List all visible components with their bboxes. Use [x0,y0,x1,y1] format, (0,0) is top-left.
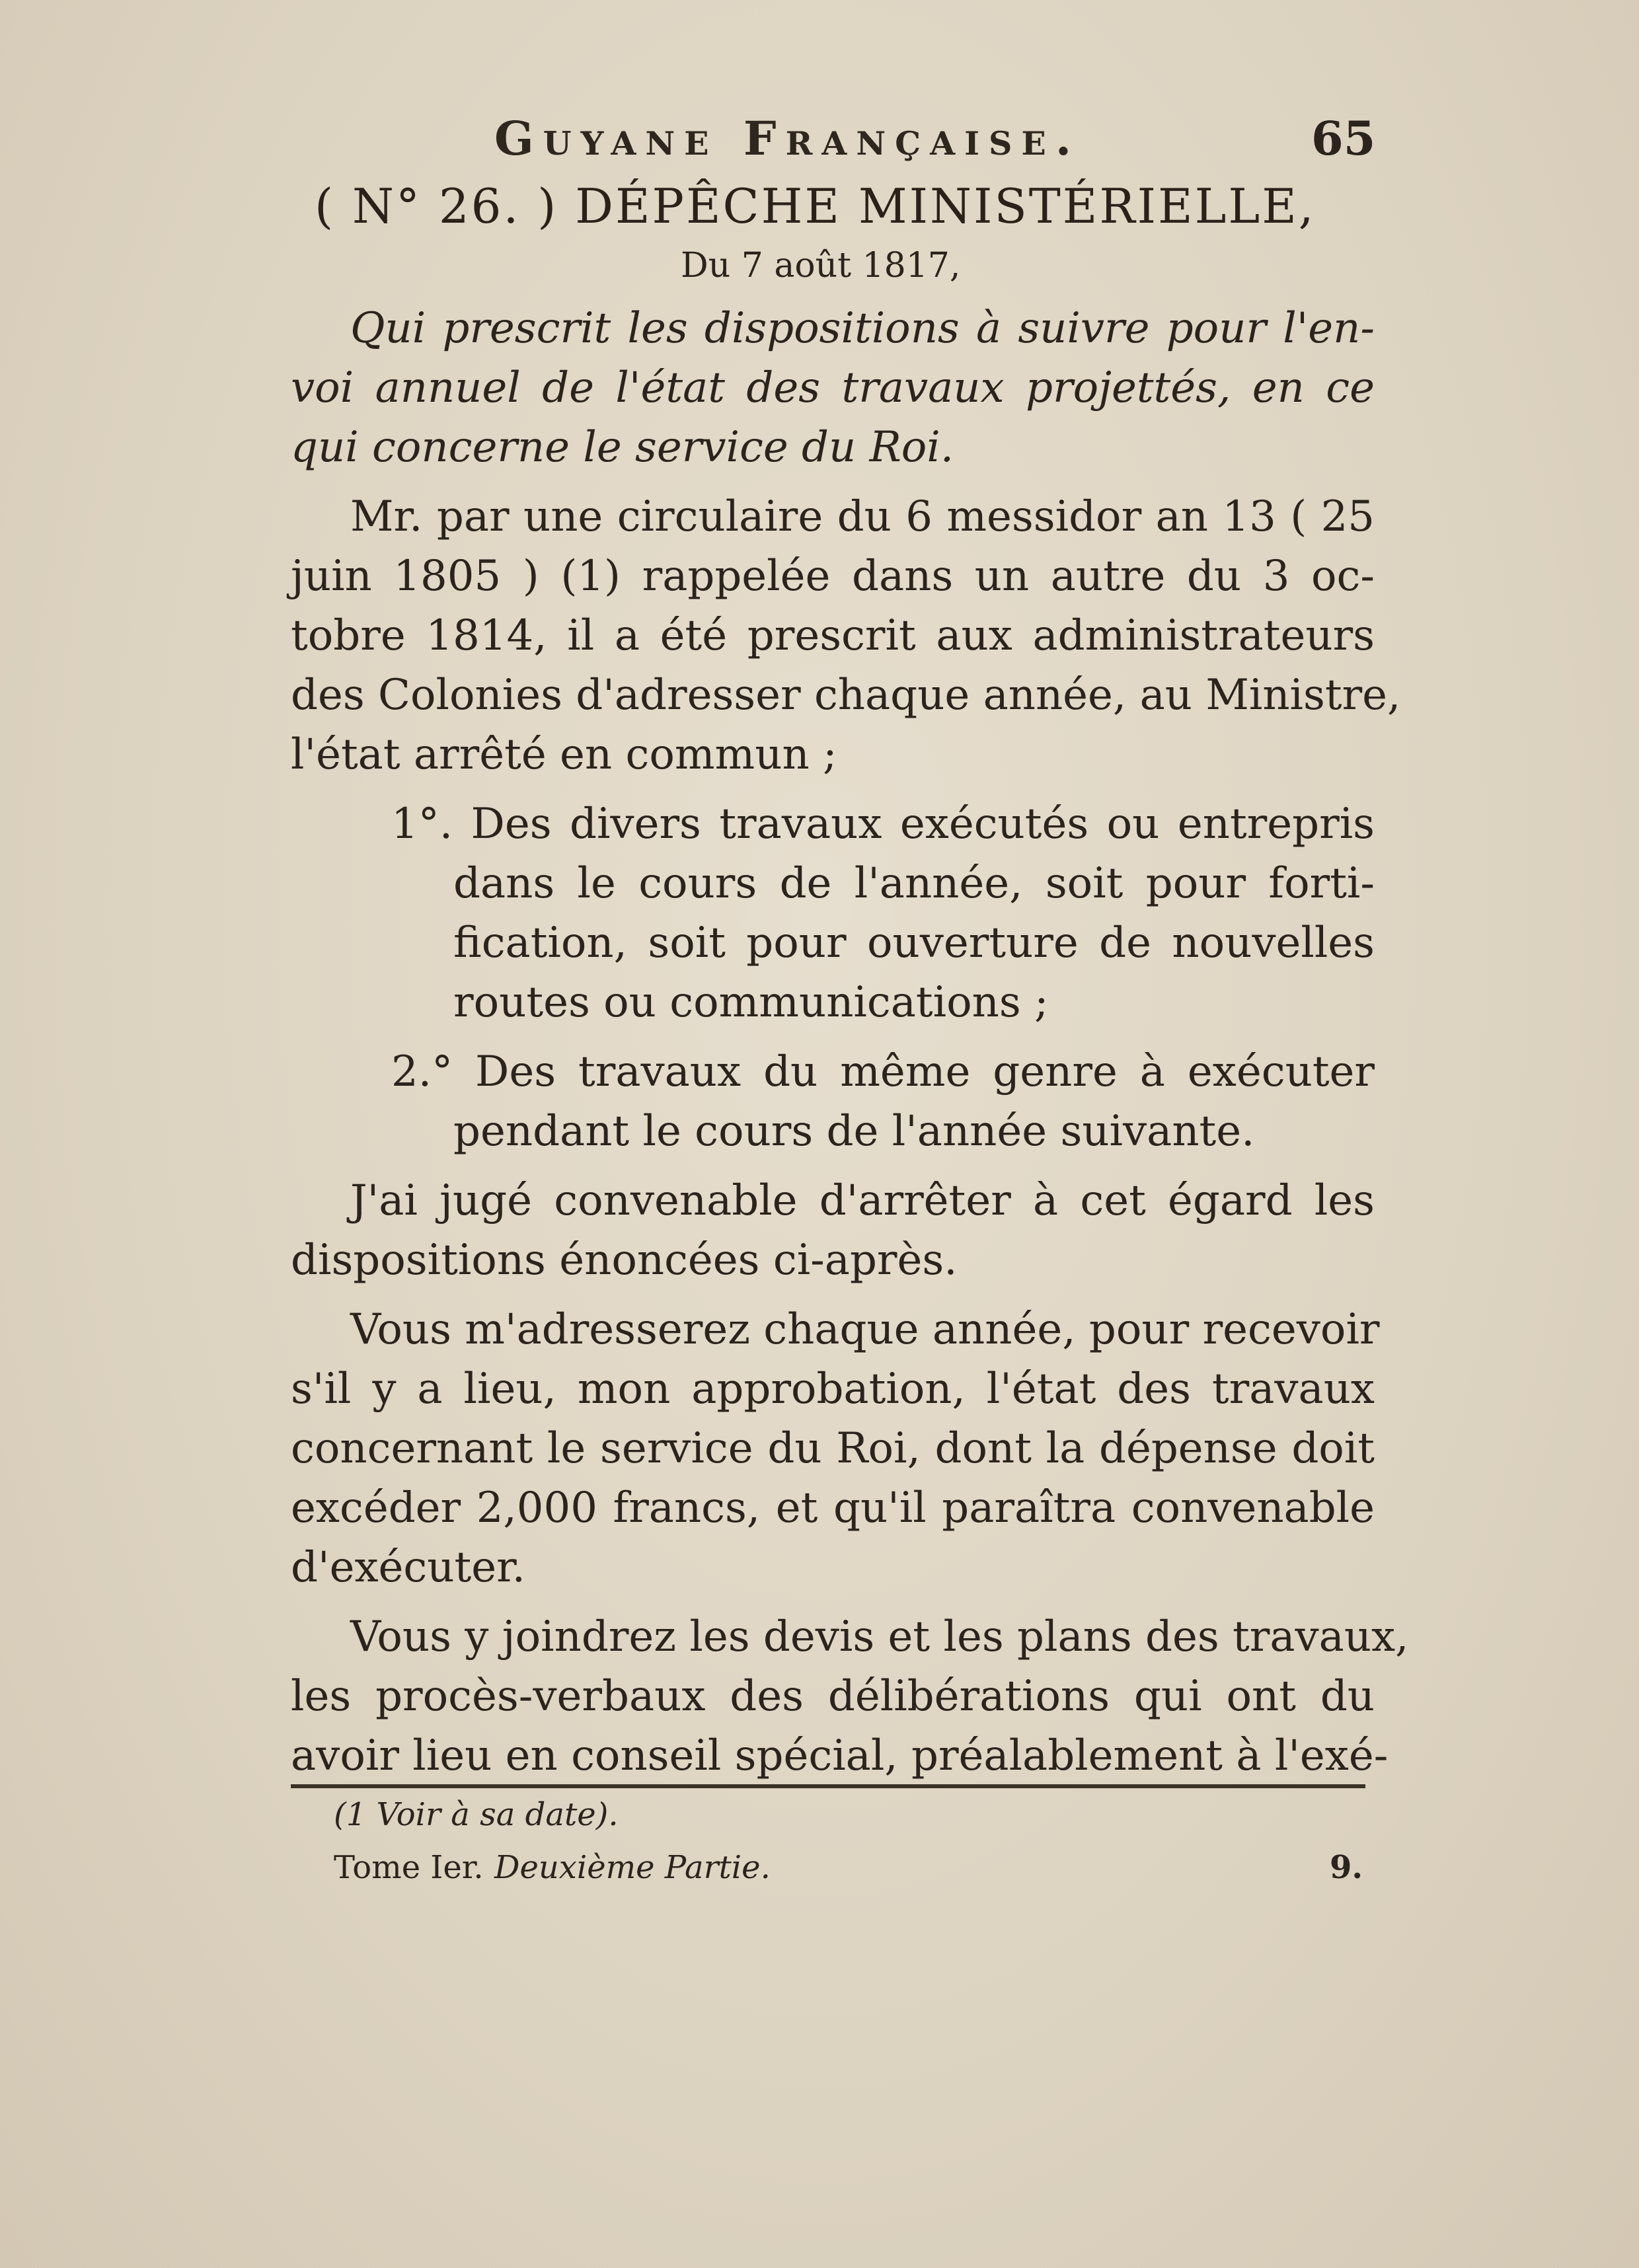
volume-label-text: Tome Ier. [334,1849,484,1886]
paragraph-line: concernant le service du Roi, dont la dépense doit [291,1424,1375,1473]
volume-label [334,1849,484,1886]
summary-line: Qui prescrit les dispositions à suivre pour l'en- [350,304,1375,353]
paragraph-line: s'il y a lieu, mon approbation, l'état des travaux [291,1365,1375,1414]
page-number: 65 [1311,111,1376,166]
signature-mark: 9. [1330,1849,1363,1886]
list-item-line: 1°. Des divers travaux exécutés ou entrepris [391,800,1375,849]
document-date: Du 7 août 1817, [681,246,961,285]
summary-line: voi annuel de l'état des travaux projettés, en ce [291,363,1375,412]
paragraph-line: juin 1805 ) (1) rappelée dans un autre du 3 oc- [291,552,1375,601]
paragraph-line: Vous m'adresserez chaque année, pour recevoir [350,1305,1380,1354]
paragraph-line: avoir lieu en conseil spécial, préalablement à l'exé- [291,1731,1389,1780]
summary-line: qui concerne le service du Roi. [291,423,954,472]
list-item-line: pendant le cours de l'année suivante. [453,1107,1255,1156]
paragraph-line: Vous y joindrez les devis et les plans des travaux, [350,1612,1409,1661]
paragraph-line: dispositions énoncées ci-après. [291,1236,958,1285]
paragraph-line: des Colonies d'adresser chaque année, au Ministre, [291,671,1401,720]
paragraph-line: les procès-verbaux des délibérations qui ont du [291,1672,1375,1721]
list-item-line: 2.° Des travaux du même genre à exécuter [391,1047,1375,1096]
footnote-rule [291,1784,1365,1788]
list-item-line: dans le cours de l'année, soit pour forti- [453,859,1375,908]
paragraph-line: tobre 1814, il a été prescrit aux administrateurs [291,611,1375,660]
running-title: Guyane Française. [494,111,1081,166]
paragraph-line: excéder 2,000 francs, et qu'il paraîtra convenable [291,1484,1375,1532]
part-label: Deuxième Partie. [494,1849,771,1886]
document-heading: ( N° 26. ) DÉPÊCHE MINISTÉRIELLE, [315,178,1316,234]
paragraph-line: d'exécuter. [291,1543,525,1592]
paragraph-line: Mr. par une circulaire du 6 messidor an 13 ( 25 [350,492,1375,541]
list-item-line: fication, soit pour ouverture de nouvelles [453,919,1375,967]
footnote: (1 Voir à sa date). [334,1796,619,1833]
paragraph-line: J'ai jugé convenable d'arrêter à cet égard les [350,1176,1375,1225]
paragraph-line: l'état arrêté en commun ; [291,730,837,779]
list-item-line: routes ou communications ; [453,978,1049,1027]
